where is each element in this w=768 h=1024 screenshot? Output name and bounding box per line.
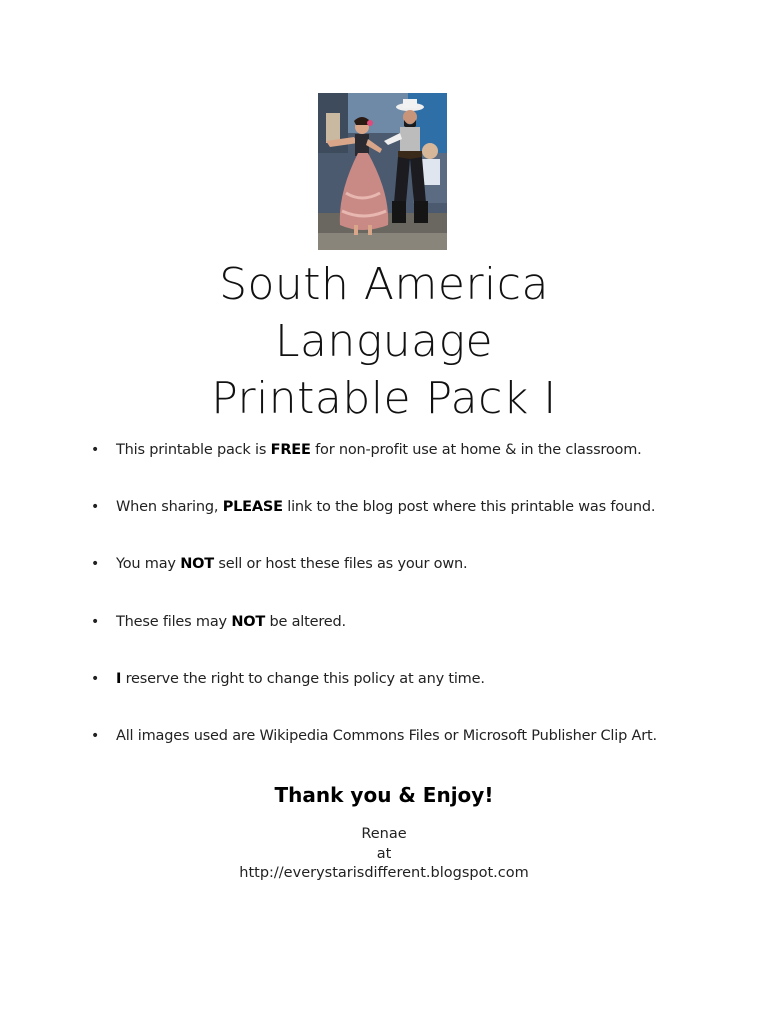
- author-name: Renae: [361, 826, 407, 842]
- bullet-icon: •: [91, 556, 100, 573]
- title-line-2: Language: [274, 316, 494, 367]
- photo-illustration: [318, 93, 447, 250]
- bullet-icon: •: [91, 442, 100, 458]
- emphasis: I: [116, 670, 122, 687]
- blog-url: http://everystarisdifferent.blogspot.com: [239, 865, 529, 881]
- emphasis: PLEASE: [222, 499, 283, 516]
- list-item: [0, 440, 768, 497]
- bullet-icon: •: [91, 670, 100, 687]
- signoff: [0, 825, 768, 884]
- list-item: [0, 497, 768, 554]
- rule-text: You may NOT sell or host these files as your own.: [116, 556, 468, 573]
- folk-dancers-photo: [318, 93, 447, 250]
- list-item: [0, 554, 768, 611]
- list-item: [0, 726, 768, 783]
- rule-text: When sharing, PLEASE link to the blog post where this printable was found.: [116, 499, 656, 516]
- list-item: [0, 612, 768, 669]
- rule-text: This printable pack is FREE for non-profit use at home & in the classroom.: [116, 442, 642, 458]
- terms-list: [0, 440, 768, 783]
- emphasis: NOT: [231, 613, 266, 630]
- emphasis: FREE: [270, 442, 311, 458]
- rule-text: I reserve the right to change this policy at any time.: [116, 670, 485, 687]
- rule-text: These files may NOT be altered.: [116, 613, 346, 630]
- list-item: [0, 669, 768, 726]
- bullet-icon: •: [91, 499, 100, 516]
- thank-you-heading: Thank you & Enjoy!: [274, 783, 494, 807]
- page-title: [0, 256, 768, 427]
- at-text: at: [376, 845, 392, 862]
- title-line-3: Printable Pack I: [211, 373, 557, 424]
- title-line-1: South America: [219, 259, 549, 310]
- bullet-icon: •: [91, 613, 100, 630]
- bullet-icon: •: [91, 727, 100, 744]
- emphasis: NOT: [180, 556, 214, 573]
- rule-text: All images used are Wikipedia Commons Files or Microsoft Publisher Clip Art.: [116, 727, 657, 744]
